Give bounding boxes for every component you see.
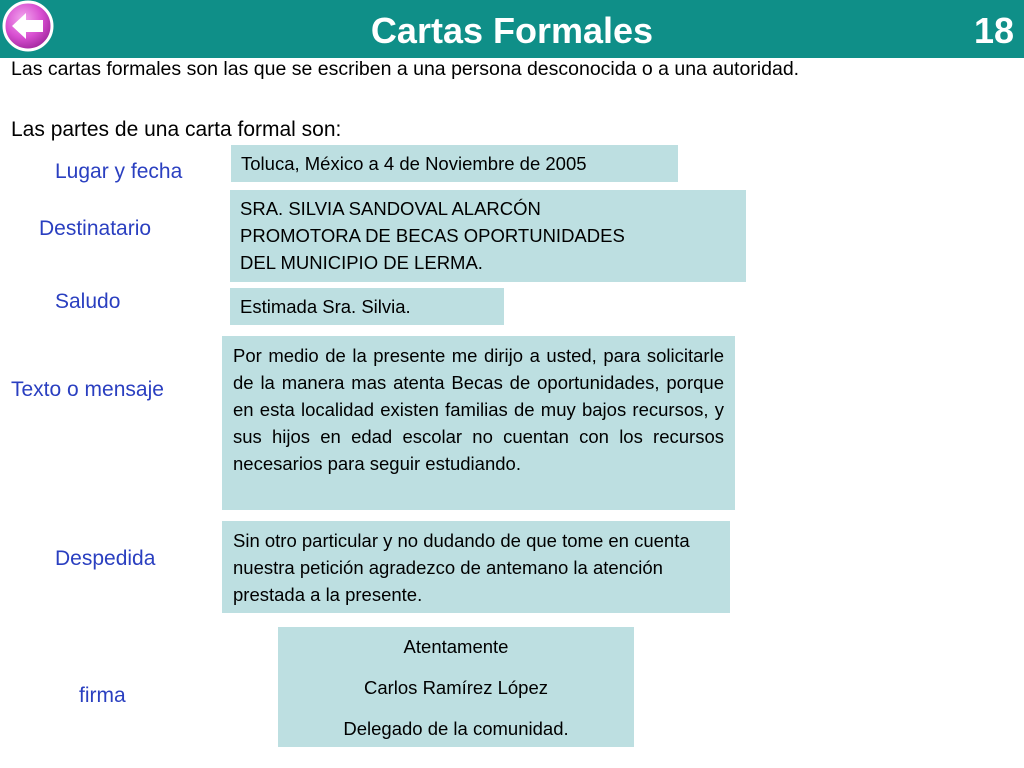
firma-name: Carlos Ramírez López: [363, 677, 549, 698]
label-saludo: Saludo: [55, 290, 121, 313]
destinatario-line: PROMOTORA DE BECAS OPORTUNIDADES: [240, 225, 625, 246]
firma-closing: Atentamente: [403, 636, 509, 657]
title-bar: [0, 0, 1024, 58]
destinatario-line: SRA. SILVIA SANDOVAL ALARCÓN: [240, 198, 541, 219]
box-saludo: [230, 288, 504, 325]
despedida-body: Sin otro particular y no dudando de que tome en cuenta nuestra petición agradezco de antemano la atención prestada a la presente.: [233, 530, 690, 605]
firma-position: Delegado de la comunidad.: [343, 718, 569, 739]
box-despedida: [222, 521, 730, 613]
intro-paragraph: Las cartas formales son las que se escriben a una persona desconocida o a una autoridad.: [11, 58, 800, 80]
parts-heading: Las partes de una carta formal son:: [11, 118, 342, 141]
label-despedida: Despedida: [55, 547, 156, 570]
back-button[interactable]: [2, 0, 54, 52]
page-number: 18: [973, 10, 1014, 51]
box-lugar-fecha: [231, 145, 678, 182]
label-destinatario: Destinatario: [39, 217, 152, 240]
box-destinatario: [230, 190, 746, 282]
destinatario-line: DEL MUNICIPIO DE LERMA.: [240, 252, 483, 273]
label-texto-mensaje: Texto o mensaje: [11, 378, 164, 401]
back-arrow-icon: [2, 0, 54, 52]
saludo-text: Estimada Sra. Silvia.: [240, 296, 411, 317]
texto-mensaje-body: Por medio de la presente me dirijo a usted, para solicitarle de la manera mas atenta Becas de oportunidades, porque en esta localidad existen familias de muy bajos recursos, y sus hijos en edad escolar no cuentan con los recursos necesarios para seguir estudiando.: [233, 345, 724, 474]
box-texto-mensaje: [222, 336, 735, 510]
label-firma: firma: [79, 684, 126, 707]
label-lugar-fecha: Lugar y fecha: [55, 160, 183, 183]
box-firma: [278, 627, 634, 747]
slide-title: Cartas Formales: [370, 10, 654, 51]
lugar-fecha-text: Toluca, México a 4 de Noviembre de 2005: [241, 153, 587, 174]
